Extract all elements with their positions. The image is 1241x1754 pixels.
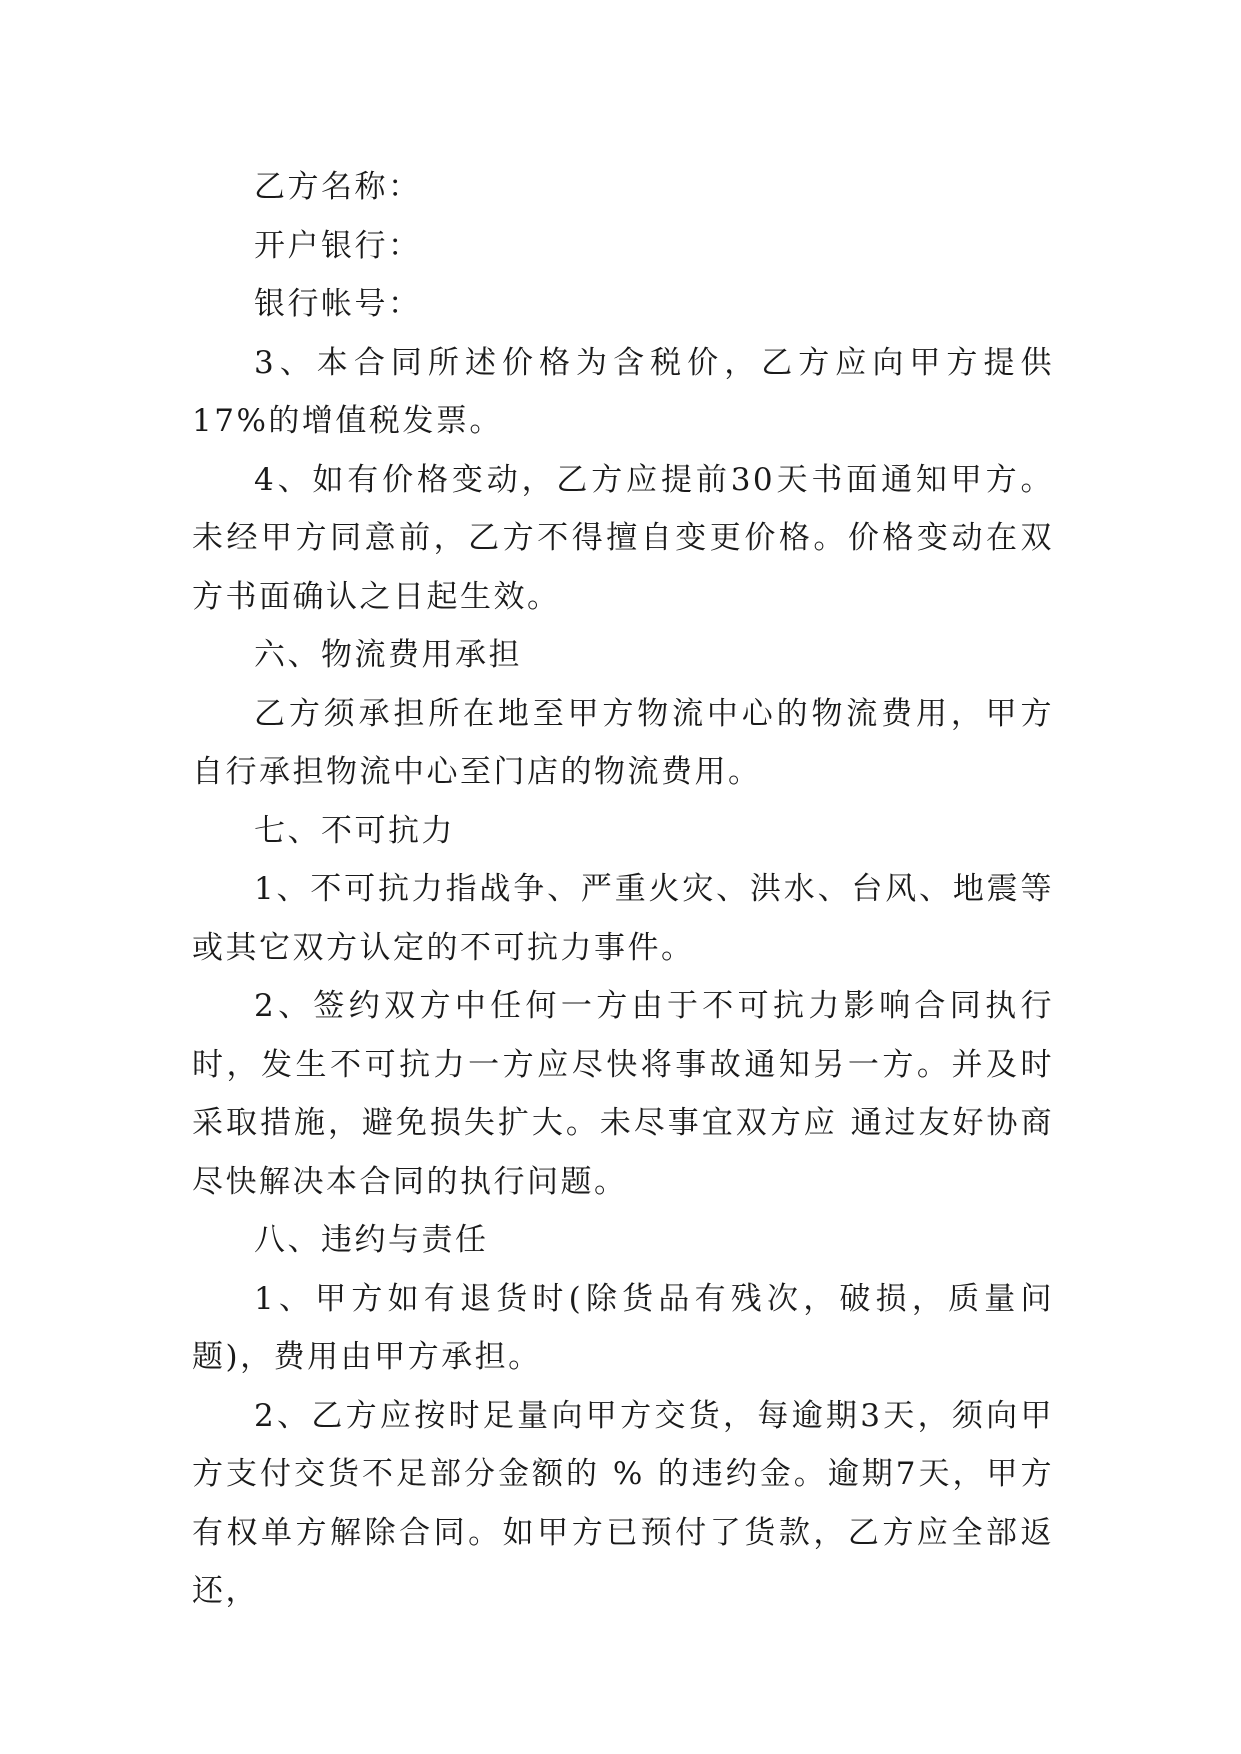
- bank-name-line: 开户银行：: [254, 227, 422, 264]
- section-heading-force-majeure: 七、不可抗力: [254, 812, 455, 849]
- bank-account-line: 银行帐号：: [254, 286, 422, 322]
- clause-tax-invoice: 3、本合同所述价格为含税价，乙方应向甲方提供17%的增值税发票。: [192, 344, 1054, 439]
- section-heading-logistics: 六、物流费用承担: [254, 637, 522, 673]
- clause-return-cost: 1、甲方如有退货时(除货品有残次，破损，质量问题)，费用由甲方承担。: [192, 1280, 1054, 1375]
- clause-force-majeure-notice: 2、签约双方中任何一方由于不可抗力影响合同执行时，发生不可抗力一方应尽快将事故通知另一方。并及时采取措施，避免损失扩大。未尽事宜双方应 通过友好协商尽快解决本合同的执行问题。: [192, 988, 1054, 1200]
- section-heading-breach: 八、违约与责任: [254, 1222, 489, 1258]
- party-b-name-line: 乙方名称：: [254, 169, 422, 205]
- clause-force-majeure-definition: 1、不可抗力指战争、严重火灾、洪水、台风、地震等或其它双方认定的不可抗力事件。: [192, 871, 1054, 966]
- clause-price-change: 4、如有价格变动，乙方应提前30天书面通知甲方。未经甲方同意前，乙方不得擅自变更价格。价格变动在双方书面确认之日起生效。: [192, 461, 1054, 615]
- clause-logistics-cost: 乙方须承担所在地至甲方物流中心的物流费用，甲方自行承担物流中心至门店的物流费用。: [192, 695, 1054, 790]
- document-body: [192, 158, 1054, 1621]
- clause-late-delivery: 2、乙方应按时足量向甲方交货，每逾期3天，须向甲方支付交货不足部分金额的 % 的违约金。逾期7天，甲方有权单方解除合同。如甲方已预付了货款，乙方应全部返还，: [192, 1397, 1054, 1609]
